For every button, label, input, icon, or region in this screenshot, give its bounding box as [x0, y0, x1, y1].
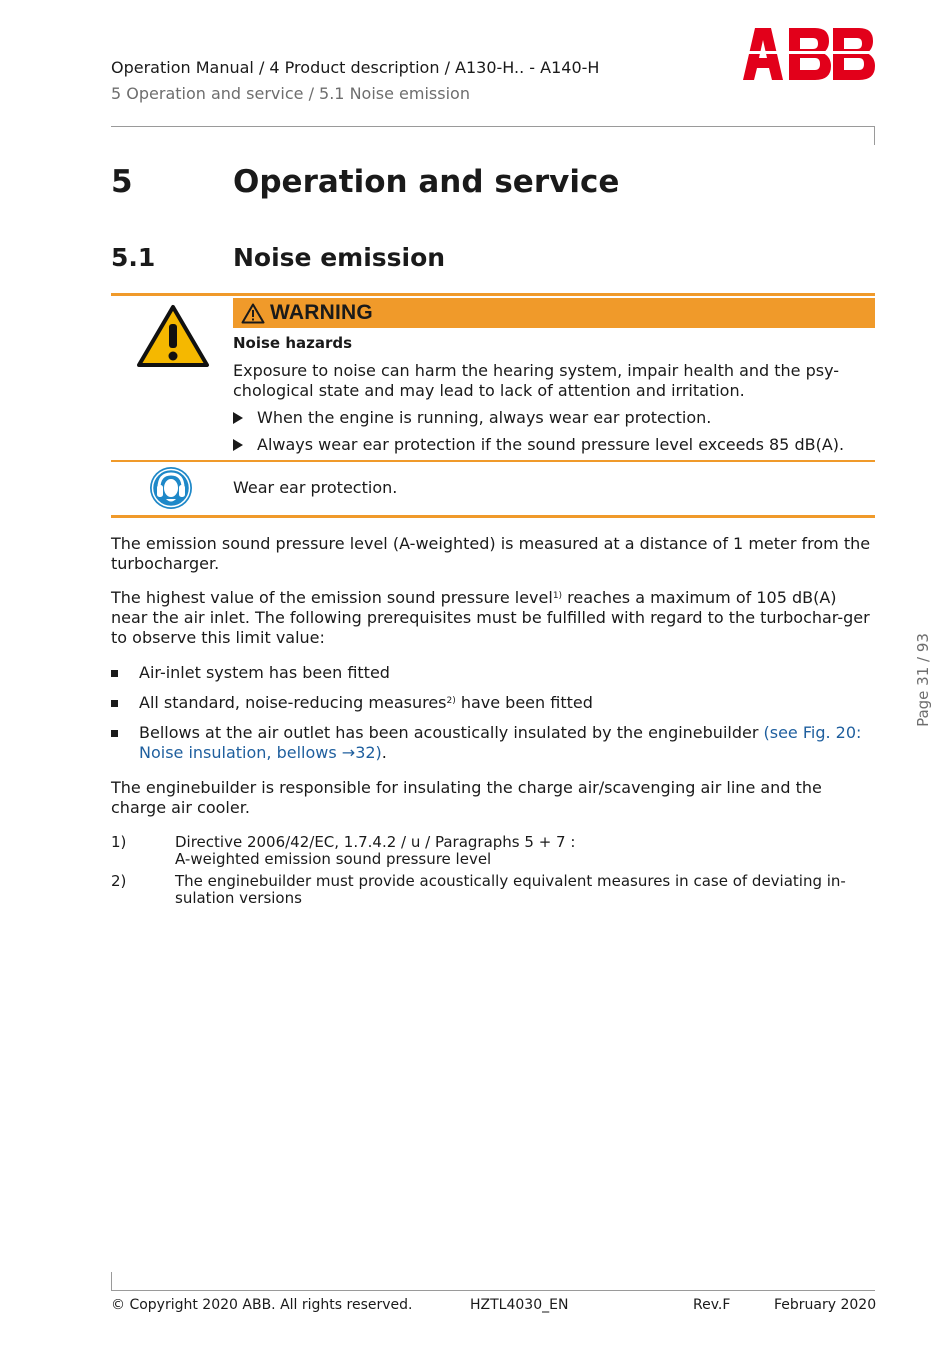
- list-item-text-b: .: [381, 743, 387, 762]
- paragraph-max-level-a: The highest value of the emission sound pressure level: [111, 588, 553, 607]
- footer-date: February 2020: [774, 1297, 877, 1313]
- warning-step: [233, 408, 711, 427]
- square-bullet-icon: [111, 700, 118, 707]
- list-item-text: [139, 723, 879, 763]
- footer-doc-id: HZTL4030_EN: [470, 1297, 569, 1313]
- chapter-title: Operation and service: [233, 164, 620, 200]
- warning-bottom-rule: [111, 515, 875, 518]
- footnote-ref-2: 2): [446, 696, 456, 706]
- mandatory-text: Wear ear protection.: [233, 478, 398, 497]
- list-item-text-a: Bellows at the air outlet has been acoustically insulated by the enginebuilder: [139, 723, 764, 742]
- list-item-text: [139, 693, 879, 713]
- square-bullet-icon: [111, 730, 118, 737]
- list-item-text-a: All standard, noise-reducing measures: [139, 693, 447, 712]
- footer-copyright: © Copyright 2020 ABB. All rights reserved.: [111, 1297, 413, 1313]
- page-number: Page 31 / 93: [914, 633, 932, 727]
- warning-step-text: Always wear ear protection if the sound pressure level exceeds 85 dB(A).: [257, 435, 845, 454]
- section-number: 5.1: [111, 243, 156, 272]
- footer-divider: [111, 1290, 875, 1291]
- warning-top-rule: [111, 293, 875, 296]
- footer-revision: Rev.F: [693, 1297, 731, 1313]
- footer-divider-tick: [111, 1272, 112, 1291]
- warning-triangle-icon: [136, 304, 210, 368]
- square-bullet-icon: [111, 670, 118, 677]
- section-title: Noise emission: [233, 243, 446, 272]
- warning-text: Exposure to noise can harm the hearing system, impair health and the psy-chological state and may lead to lack of attention and irritation.: [233, 361, 840, 400]
- footnote-number: 2): [111, 872, 127, 890]
- footnote-ref-1: 1): [552, 591, 563, 601]
- header-section-path: 5 Operation and service / 5.1 Noise emission: [111, 84, 470, 103]
- paragraph-measurement: The emission sound pressure level (A-weighted) is measured at a distance of 1 meter from the turbocharger.: [111, 534, 871, 573]
- figure-link[interactable]: (see Fig. 20: Noise insulation, bellows →32): [139, 723, 862, 762]
- warning-step-text: When the engine is running, always wear ear protection.: [257, 408, 712, 427]
- arrow-bullet-icon: [233, 439, 243, 451]
- paragraph-max-level-b: reaches a maximum of 105 dB(A) near the air inlet. The following prerequisites must be fulfilled with regard to the turbochar-ger to observe this limit value:: [111, 588, 870, 647]
- footnote-text: A-weighted emission sound pressure level: [175, 850, 492, 868]
- warning-label: WARNING: [270, 301, 373, 324]
- header-divider: [111, 126, 875, 127]
- chapter-number: 5: [111, 164, 133, 200]
- warning-mid-rule: [111, 460, 875, 462]
- list-item-text-b: have been fitted: [455, 693, 593, 712]
- warning-step: [233, 435, 844, 454]
- ear-protection-icon: [149, 466, 193, 510]
- warning-small-icon: [241, 303, 265, 324]
- footnote-text: The enginebuilder must provide acoustically equivalent measures in case of deviating in-: [175, 872, 846, 890]
- paragraph-responsibility: The enginebuilder is responsible for insulating the charge air/scavenging air line and the charge air cooler.: [111, 778, 822, 817]
- arrow-bullet-icon: [233, 412, 243, 424]
- footnote-text: sulation versions: [175, 889, 302, 907]
- header-divider-tick: [874, 126, 875, 145]
- header-breadcrumb: Operation Manual / 4 Product description / A130-H.. - A140-H: [111, 58, 600, 77]
- footnote-text: Directive 2006/42/EC, 1.7.4.2 / u / Paragraphs 5 + 7 :: [175, 833, 576, 851]
- list-item-text: Air-inlet system has been fitted: [139, 663, 390, 682]
- paragraph-max-level: [111, 588, 875, 648]
- warning-heading: Noise hazards: [233, 334, 353, 352]
- footnote-number: 1): [111, 833, 127, 851]
- warning-banner: [233, 298, 875, 328]
- abb-logo: [743, 28, 875, 80]
